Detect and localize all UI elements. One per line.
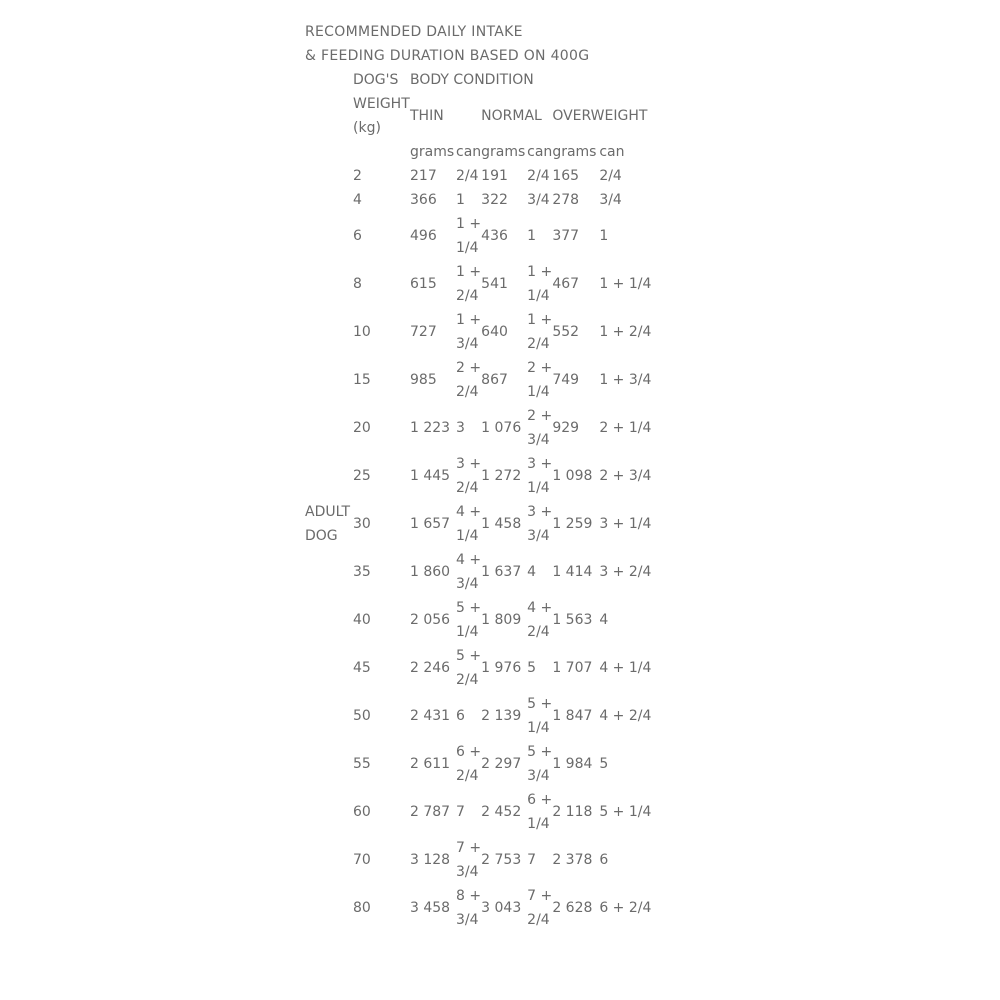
thin-can-cell: 4 + 3/4 xyxy=(456,552,482,592)
group-label-cell xyxy=(305,356,353,404)
grams-label: grams xyxy=(552,144,597,160)
header-row-1 xyxy=(305,68,659,92)
overweight-grams-cell: 2 628 xyxy=(552,900,593,916)
thin-can-cell: 1 xyxy=(456,192,465,208)
thin-can-cell: 8 + 3/4 xyxy=(456,888,482,928)
weight-cell: 70 xyxy=(353,852,371,868)
group-label-cell xyxy=(305,596,353,644)
group-label-cell xyxy=(305,740,353,788)
normal-can-cell: 2 + 1/4 xyxy=(527,360,553,400)
normal-grams-cell: 867 xyxy=(481,372,508,388)
normal-can-cell: 5 xyxy=(527,660,537,676)
normal-grams-cell: 1 458 xyxy=(481,516,522,532)
overweight-can-cell: 5 xyxy=(599,756,609,772)
normal-can-cell: 5 + 1/4 xyxy=(527,696,553,736)
overweight-grams-cell: 929 xyxy=(552,420,580,436)
thin-grams-cell: 1 223 xyxy=(410,420,451,436)
weight-cell: 60 xyxy=(353,804,371,820)
overweight-grams-cell: 2 378 xyxy=(552,852,593,868)
group-label-cell xyxy=(305,692,353,740)
normal-can-cell: 7 + 2/4 xyxy=(527,888,553,928)
normal-grams-cell: 2 753 xyxy=(481,852,522,868)
table-row xyxy=(305,644,659,692)
group-label-cell xyxy=(305,164,353,188)
overweight-can-cell: 4 + 1/4 xyxy=(599,660,652,676)
overweight-grams-cell: 749 xyxy=(552,372,580,388)
overweight-can-cell: 5 + 1/4 xyxy=(599,804,652,820)
table-row xyxy=(305,596,659,644)
title-line-1: RECOMMENDED DAILY INTAKE xyxy=(305,24,523,40)
thin-grams-cell: 366 xyxy=(410,192,437,208)
table-row xyxy=(305,788,659,836)
overweight-can-cell: 2/4 xyxy=(599,168,622,184)
normal-grams-cell: 1 809 xyxy=(481,612,522,628)
normal-grams-cell: 2 139 xyxy=(481,708,522,724)
weight-cell: 35 xyxy=(353,564,371,580)
overweight-can-cell: 6 + 2/4 xyxy=(599,900,652,916)
can-label: can xyxy=(527,144,553,160)
group-label-cell xyxy=(305,188,353,212)
overweight-grams-cell: 467 xyxy=(552,276,580,292)
overweight-grams-cell: 2 118 xyxy=(552,804,593,820)
normal-grams-cell: 1 272 xyxy=(481,468,522,484)
thin-can-cell: 1 + 2/4 xyxy=(456,264,482,304)
overweight-grams-cell: 1 414 xyxy=(552,564,593,580)
normal-can-cell: 6 + 1/4 xyxy=(527,792,553,832)
thin-grams-cell: 2 246 xyxy=(410,660,451,676)
overweight-grams-cell: 1 984 xyxy=(552,756,593,772)
normal-grams-cell: 436 xyxy=(481,228,508,244)
normal-can-cell: 2/4 xyxy=(527,168,550,184)
overweight-grams-cell: 165 xyxy=(552,168,580,184)
weight-cell: 55 xyxy=(353,756,371,772)
group-label-cell xyxy=(305,308,353,356)
normal-can-cell: 1 + 1/4 xyxy=(527,264,553,304)
table-row xyxy=(305,692,659,740)
normal-grams-cell: 640 xyxy=(481,324,508,340)
group-label-cell xyxy=(305,212,353,260)
thin-grams-cell: 2 056 xyxy=(410,612,451,628)
weight-cell: 6 xyxy=(353,228,362,244)
feeding-table xyxy=(305,68,659,932)
thin-can-cell: 3 + 2/4 xyxy=(456,456,482,496)
normal-can-cell: 1 xyxy=(527,228,537,244)
table-row xyxy=(305,500,659,548)
overweight-can-cell: 3 + 2/4 xyxy=(599,564,652,580)
thin-can-cell: 7 xyxy=(456,804,465,820)
weight-cell: 2 xyxy=(353,168,362,184)
thin-grams-cell: 615 xyxy=(410,276,437,292)
weight-cell: 10 xyxy=(353,324,371,340)
title-line-2: & FEEDING DURATION BASED ON 400G xyxy=(305,48,590,64)
thin-can-cell: 6 xyxy=(456,708,465,724)
table-row xyxy=(305,836,659,884)
thin-can-cell: 5 + 2/4 xyxy=(456,648,482,688)
table-row xyxy=(305,404,659,452)
units-row xyxy=(305,140,659,164)
normal-grams-cell: 1 637 xyxy=(481,564,522,580)
thin-header: THIN xyxy=(410,108,444,124)
overweight-grams-cell: 552 xyxy=(552,324,580,340)
group-label-cell xyxy=(305,404,353,452)
group-label-cell xyxy=(305,452,353,500)
group-label-cell xyxy=(305,260,353,308)
thin-can-cell: 3 xyxy=(456,420,465,436)
overweight-grams-cell: 1 847 xyxy=(552,708,593,724)
normal-grams-cell: 541 xyxy=(481,276,508,292)
overweight-can-cell: 3 + 1/4 xyxy=(599,516,652,532)
overweight-can-cell: 3/4 xyxy=(599,192,622,208)
weight-cell: 45 xyxy=(353,660,371,676)
overweight-can-cell: 4 + 2/4 xyxy=(599,708,652,724)
table-row xyxy=(305,188,659,212)
overweight-can-cell: 6 xyxy=(599,852,609,868)
overweight-grams-cell: 278 xyxy=(552,192,580,208)
normal-grams-cell: 2 297 xyxy=(481,756,522,772)
overweight-grams-cell: 1 707 xyxy=(552,660,593,676)
thin-grams-cell: 217 xyxy=(410,168,437,184)
thin-can-cell: 5 + 1/4 xyxy=(456,600,482,640)
thin-can-cell: 1 + 3/4 xyxy=(456,312,482,352)
normal-can-cell: 5 + 3/4 xyxy=(527,744,553,784)
table-row xyxy=(305,356,659,404)
weight-cell: 40 xyxy=(353,612,371,628)
grams-label: grams xyxy=(481,144,526,160)
weight-cell: 4 xyxy=(353,192,362,208)
table-row xyxy=(305,884,659,932)
overweight-can-cell: 1 + 2/4 xyxy=(599,324,652,340)
thin-grams-cell: 2 611 xyxy=(410,756,451,772)
group-label-cell xyxy=(305,836,353,884)
normal-can-cell: 4 xyxy=(527,564,537,580)
group-label-cell xyxy=(305,548,353,596)
thin-grams-cell: 1 445 xyxy=(410,468,451,484)
thin-grams-cell: 496 xyxy=(410,228,437,244)
table-row xyxy=(305,164,659,188)
thin-grams-cell: 727 xyxy=(410,324,437,340)
normal-grams-cell: 191 xyxy=(481,168,508,184)
group-label: ADULT xyxy=(305,504,351,520)
table-row xyxy=(305,260,659,308)
thin-grams-cell: 3 458 xyxy=(410,900,451,916)
thin-grams-cell: 1 657 xyxy=(410,516,451,532)
thin-can-cell: 1 + 1/4 xyxy=(456,216,482,256)
overweight-can-cell: 1 + 1/4 xyxy=(599,276,652,292)
thin-can-cell: 4 + 1/4 xyxy=(456,504,482,544)
normal-grams-cell: 322 xyxy=(481,192,508,208)
overweight-grams-cell: 377 xyxy=(552,228,580,244)
grams-label: grams xyxy=(410,144,455,160)
overweight-can-cell: 1 xyxy=(599,228,609,244)
weight-cell: 25 xyxy=(353,468,371,484)
group-label-cell xyxy=(305,884,353,932)
normal-grams-cell: 1 976 xyxy=(481,660,522,676)
thin-can-cell: 6 + 2/4 xyxy=(456,744,482,784)
weight-cell: 30 xyxy=(353,516,371,532)
normal-can-cell: 3 + 1/4 xyxy=(527,456,553,496)
group-label-cell: ADULT DOG xyxy=(305,500,353,548)
normal-can-cell: 3/4 xyxy=(527,192,550,208)
weight-cell: 8 xyxy=(353,276,362,292)
overweight-header: OVERWEIGHT xyxy=(552,108,648,124)
weight-cell: 50 xyxy=(353,708,371,724)
thin-grams-cell: 985 xyxy=(410,372,437,388)
overweight-can-cell: 2 + 1/4 xyxy=(599,420,652,436)
weight-cell: 80 xyxy=(353,900,371,916)
can-label: can xyxy=(599,144,625,160)
normal-can-cell: 3 + 3/4 xyxy=(527,504,553,544)
table-row xyxy=(305,308,659,356)
thin-can-cell: 2/4 xyxy=(456,168,479,184)
table-row xyxy=(305,212,659,260)
overweight-can-cell: 2 + 3/4 xyxy=(599,468,652,484)
weight-cell: 20 xyxy=(353,420,371,436)
normal-can-cell: 7 xyxy=(527,852,537,868)
table-row xyxy=(305,452,659,500)
normal-grams-cell: 1 076 xyxy=(481,420,522,436)
overweight-can-cell: 4 xyxy=(599,612,609,628)
can-label: can xyxy=(456,144,482,160)
group-label-cell xyxy=(305,788,353,836)
normal-can-cell: 4 + 2/4 xyxy=(527,600,553,640)
thin-grams-cell: 1 860 xyxy=(410,564,451,580)
overweight-grams-cell: 1 563 xyxy=(552,612,593,628)
weight-cell: 15 xyxy=(353,372,371,388)
body-condition-header: BODY CONDITION xyxy=(410,72,534,88)
overweight-grams-cell: 1 098 xyxy=(552,468,593,484)
thin-grams-cell: 2 431 xyxy=(410,708,451,724)
normal-can-cell: 1 + 2/4 xyxy=(527,312,553,352)
normal-grams-cell: 3 043 xyxy=(481,900,522,916)
overweight-grams-cell: 1 259 xyxy=(552,516,593,532)
overweight-can-cell: 1 + 3/4 xyxy=(599,372,652,388)
group-label-cell xyxy=(305,644,353,692)
normal-header: NORMAL xyxy=(481,108,542,124)
thin-grams-cell: 2 787 xyxy=(410,804,451,820)
document-title xyxy=(305,20,589,68)
thin-can-cell: 2 + 2/4 xyxy=(456,360,482,400)
normal-can-cell: 2 + 3/4 xyxy=(527,408,553,448)
table-row xyxy=(305,740,659,788)
thin-can-cell: 7 + 3/4 xyxy=(456,840,482,880)
normal-grams-cell: 2 452 xyxy=(481,804,522,820)
weight-header: DOG'S WEIGHT (kg) xyxy=(353,72,410,136)
thin-grams-cell: 3 128 xyxy=(410,852,451,868)
table-row xyxy=(305,548,659,596)
